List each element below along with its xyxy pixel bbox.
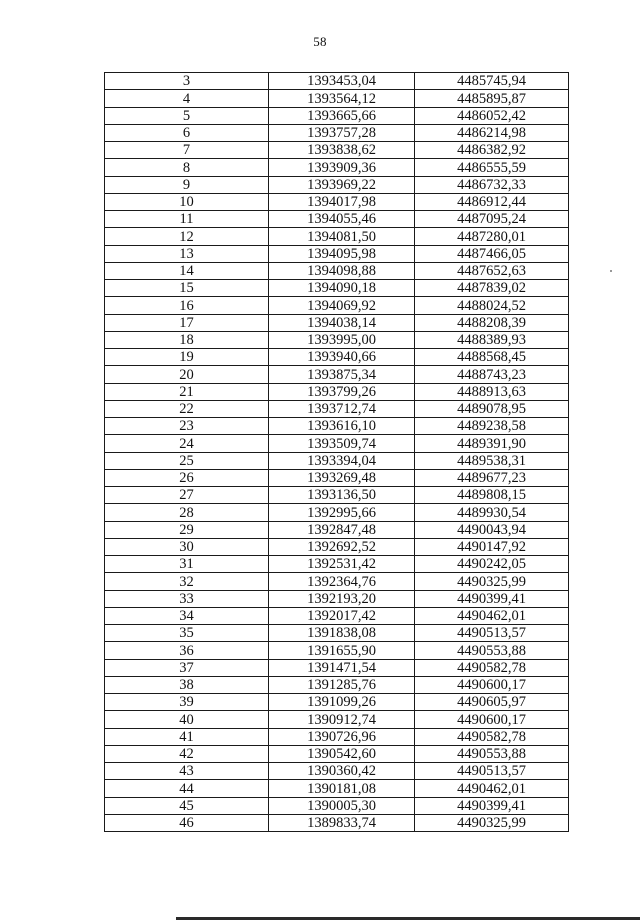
point-number-cell: 35 bbox=[105, 625, 269, 642]
point-number-cell: 39 bbox=[105, 694, 269, 711]
y-coordinate-cell: 4489930,54 bbox=[415, 504, 569, 521]
point-number-cell: 28 bbox=[105, 504, 269, 521]
y-coordinate-cell: 4490147,92 bbox=[415, 538, 569, 555]
y-coordinate-cell: 4490242,05 bbox=[415, 556, 569, 573]
table-row bbox=[105, 487, 569, 504]
x-coordinate-cell: 1392017,42 bbox=[269, 607, 415, 624]
y-coordinate-cell: 4490399,41 bbox=[415, 797, 569, 814]
x-coordinate-cell: 1393909,36 bbox=[269, 159, 415, 176]
y-coordinate-cell: 4487839,02 bbox=[415, 280, 569, 297]
y-coordinate-cell: 4489677,23 bbox=[415, 469, 569, 486]
x-coordinate-cell: 1393616,10 bbox=[269, 418, 415, 435]
x-coordinate-cell: 1393453,04 bbox=[269, 73, 415, 90]
point-number-cell: 21 bbox=[105, 383, 269, 400]
y-coordinate-cell: 4486732,33 bbox=[415, 176, 569, 193]
x-coordinate-cell: 1393799,26 bbox=[269, 383, 415, 400]
point-number-cell: 44 bbox=[105, 780, 269, 797]
point-number-cell: 9 bbox=[105, 176, 269, 193]
x-coordinate-cell: 1391838,08 bbox=[269, 625, 415, 642]
y-coordinate-cell: 4490553,88 bbox=[415, 745, 569, 762]
point-number-cell: 20 bbox=[105, 366, 269, 383]
table-row bbox=[105, 90, 569, 107]
y-coordinate-cell: 4488389,93 bbox=[415, 331, 569, 348]
y-coordinate-cell: 4487095,24 bbox=[415, 211, 569, 228]
point-number-cell: 32 bbox=[105, 573, 269, 590]
x-coordinate-cell: 1393665,66 bbox=[269, 107, 415, 124]
x-coordinate-cell: 1391285,76 bbox=[269, 676, 415, 693]
point-number-cell: 45 bbox=[105, 797, 269, 814]
x-coordinate-cell: 1394095,98 bbox=[269, 245, 415, 262]
y-coordinate-cell: 4490513,57 bbox=[415, 763, 569, 780]
y-coordinate-cell: 4486214,98 bbox=[415, 124, 569, 141]
x-coordinate-cell: 1392847,48 bbox=[269, 521, 415, 538]
point-number-cell: 19 bbox=[105, 349, 269, 366]
x-coordinate-cell: 1392193,20 bbox=[269, 590, 415, 607]
y-coordinate-cell: 4490325,99 bbox=[415, 573, 569, 590]
y-coordinate-cell: 4488024,52 bbox=[415, 297, 569, 314]
y-coordinate-cell: 4490605,97 bbox=[415, 694, 569, 711]
x-coordinate-cell: 1393564,12 bbox=[269, 90, 415, 107]
point-number-cell: 24 bbox=[105, 435, 269, 452]
point-number-cell: 17 bbox=[105, 314, 269, 331]
point-number-cell: 3 bbox=[105, 73, 269, 90]
point-number-cell: 15 bbox=[105, 280, 269, 297]
point-number-cell: 40 bbox=[105, 711, 269, 728]
y-coordinate-cell: 4488568,45 bbox=[415, 349, 569, 366]
point-number-cell: 31 bbox=[105, 556, 269, 573]
table-row bbox=[105, 694, 569, 711]
x-coordinate-cell: 1393940,66 bbox=[269, 349, 415, 366]
table-row bbox=[105, 400, 569, 417]
table-row bbox=[105, 349, 569, 366]
x-coordinate-cell: 1390360,42 bbox=[269, 763, 415, 780]
point-number-cell: 34 bbox=[105, 607, 269, 624]
table-row bbox=[105, 659, 569, 676]
y-coordinate-cell: 4490582,78 bbox=[415, 659, 569, 676]
x-coordinate-cell: 1394081,50 bbox=[269, 228, 415, 245]
coordinates-table-body bbox=[105, 73, 569, 832]
x-coordinate-cell: 1390912,74 bbox=[269, 711, 415, 728]
y-coordinate-cell: 4489238,58 bbox=[415, 418, 569, 435]
y-coordinate-cell: 4490513,57 bbox=[415, 625, 569, 642]
table-row bbox=[105, 142, 569, 159]
x-coordinate-cell: 1393394,04 bbox=[269, 452, 415, 469]
x-coordinate-cell: 1394090,18 bbox=[269, 280, 415, 297]
x-coordinate-cell: 1393757,28 bbox=[269, 124, 415, 141]
point-number-cell: 25 bbox=[105, 452, 269, 469]
table-row bbox=[105, 418, 569, 435]
page-number: 58 bbox=[313, 34, 327, 49]
x-coordinate-cell: 1392531,42 bbox=[269, 556, 415, 573]
x-coordinate-cell: 1390542,60 bbox=[269, 745, 415, 762]
y-coordinate-cell: 4485895,87 bbox=[415, 90, 569, 107]
x-coordinate-cell: 1394055,46 bbox=[269, 211, 415, 228]
table-row bbox=[105, 159, 569, 176]
point-number-cell: 22 bbox=[105, 400, 269, 417]
point-number-cell: 42 bbox=[105, 745, 269, 762]
table-row bbox=[105, 711, 569, 728]
table-row bbox=[105, 245, 569, 262]
x-coordinate-cell: 1393509,74 bbox=[269, 435, 415, 452]
table-row bbox=[105, 728, 569, 745]
y-coordinate-cell: 4486555,59 bbox=[415, 159, 569, 176]
y-coordinate-cell: 4487652,63 bbox=[415, 262, 569, 279]
point-number-cell: 37 bbox=[105, 659, 269, 676]
y-coordinate-cell: 4487280,01 bbox=[415, 228, 569, 245]
x-coordinate-cell: 1394038,14 bbox=[269, 314, 415, 331]
y-coordinate-cell: 4489808,15 bbox=[415, 487, 569, 504]
x-coordinate-cell: 1394098,88 bbox=[269, 262, 415, 279]
y-coordinate-cell: 4485745,94 bbox=[415, 73, 569, 90]
point-number-cell: 12 bbox=[105, 228, 269, 245]
table-row bbox=[105, 452, 569, 469]
point-number-cell: 29 bbox=[105, 521, 269, 538]
table-row bbox=[105, 297, 569, 314]
y-coordinate-cell: 4487466,05 bbox=[415, 245, 569, 262]
table-row bbox=[105, 280, 569, 297]
point-number-cell: 26 bbox=[105, 469, 269, 486]
x-coordinate-cell: 1393712,74 bbox=[269, 400, 415, 417]
x-coordinate-cell: 1393875,34 bbox=[269, 366, 415, 383]
scan-speck bbox=[610, 270, 612, 272]
point-number-cell: 38 bbox=[105, 676, 269, 693]
x-coordinate-cell: 1390005,30 bbox=[269, 797, 415, 814]
point-number-cell: 4 bbox=[105, 90, 269, 107]
table-row bbox=[105, 573, 569, 590]
table-row bbox=[105, 193, 569, 210]
y-coordinate-cell: 4490582,78 bbox=[415, 728, 569, 745]
y-coordinate-cell: 4488208,39 bbox=[415, 314, 569, 331]
table-row bbox=[105, 331, 569, 348]
table-row bbox=[105, 435, 569, 452]
y-coordinate-cell: 4490399,41 bbox=[415, 590, 569, 607]
x-coordinate-cell: 1394069,92 bbox=[269, 297, 415, 314]
y-coordinate-cell: 4490462,01 bbox=[415, 780, 569, 797]
y-coordinate-cell: 4489391,90 bbox=[415, 435, 569, 452]
y-coordinate-cell: 4490325,99 bbox=[415, 814, 569, 831]
point-number-cell: 41 bbox=[105, 728, 269, 745]
point-number-cell: 14 bbox=[105, 262, 269, 279]
table-row bbox=[105, 607, 569, 624]
point-number-cell: 27 bbox=[105, 487, 269, 504]
table-row bbox=[105, 504, 569, 521]
x-coordinate-cell: 1392692,52 bbox=[269, 538, 415, 555]
y-coordinate-cell: 4490462,01 bbox=[415, 607, 569, 624]
table-row bbox=[105, 538, 569, 555]
x-coordinate-cell: 1390726,96 bbox=[269, 728, 415, 745]
y-coordinate-cell: 4490553,88 bbox=[415, 642, 569, 659]
point-number-cell: 23 bbox=[105, 418, 269, 435]
table-row bbox=[105, 469, 569, 486]
y-coordinate-cell: 4488913,63 bbox=[415, 383, 569, 400]
table-row bbox=[105, 556, 569, 573]
y-coordinate-cell: 4489538,31 bbox=[415, 452, 569, 469]
table-row bbox=[105, 814, 569, 831]
x-coordinate-cell: 1393269,48 bbox=[269, 469, 415, 486]
y-coordinate-cell: 4486912,44 bbox=[415, 193, 569, 210]
x-coordinate-cell: 1393838,62 bbox=[269, 142, 415, 159]
table-row bbox=[105, 73, 569, 90]
table-row bbox=[105, 521, 569, 538]
y-coordinate-cell: 4490600,17 bbox=[415, 711, 569, 728]
table-row bbox=[105, 625, 569, 642]
table-row bbox=[105, 262, 569, 279]
point-number-cell: 43 bbox=[105, 763, 269, 780]
y-coordinate-cell: 4486382,92 bbox=[415, 142, 569, 159]
x-coordinate-cell: 1393969,22 bbox=[269, 176, 415, 193]
point-number-cell: 30 bbox=[105, 538, 269, 555]
point-number-cell: 5 bbox=[105, 107, 269, 124]
table-row bbox=[105, 124, 569, 141]
y-coordinate-cell: 4486052,42 bbox=[415, 107, 569, 124]
table-row bbox=[105, 676, 569, 693]
table-row bbox=[105, 745, 569, 762]
table-row bbox=[105, 797, 569, 814]
point-number-cell: 46 bbox=[105, 814, 269, 831]
x-coordinate-cell: 1390181,08 bbox=[269, 780, 415, 797]
x-coordinate-cell: 1392995,66 bbox=[269, 504, 415, 521]
table-row bbox=[105, 228, 569, 245]
y-coordinate-cell: 4490043,94 bbox=[415, 521, 569, 538]
table-row bbox=[105, 590, 569, 607]
point-number-cell: 6 bbox=[105, 124, 269, 141]
x-coordinate-cell: 1393136,50 bbox=[269, 487, 415, 504]
x-coordinate-cell: 1394017,98 bbox=[269, 193, 415, 210]
point-number-cell: 36 bbox=[105, 642, 269, 659]
x-coordinate-cell: 1391471,54 bbox=[269, 659, 415, 676]
table-row bbox=[105, 314, 569, 331]
y-coordinate-cell: 4489078,95 bbox=[415, 400, 569, 417]
table-row bbox=[105, 211, 569, 228]
table-row bbox=[105, 107, 569, 124]
point-number-cell: 33 bbox=[105, 590, 269, 607]
x-coordinate-cell: 1391099,26 bbox=[269, 694, 415, 711]
point-number-cell: 8 bbox=[105, 159, 269, 176]
x-coordinate-cell: 1393995,00 bbox=[269, 331, 415, 348]
y-coordinate-cell: 4490600,17 bbox=[415, 676, 569, 693]
point-number-cell: 18 bbox=[105, 331, 269, 348]
table-row bbox=[105, 642, 569, 659]
x-coordinate-cell: 1389833,74 bbox=[269, 814, 415, 831]
point-number-cell: 11 bbox=[105, 211, 269, 228]
point-number-cell: 7 bbox=[105, 142, 269, 159]
y-coordinate-cell: 4488743,23 bbox=[415, 366, 569, 383]
table-row bbox=[105, 780, 569, 797]
point-number-cell: 13 bbox=[105, 245, 269, 262]
point-number-cell: 16 bbox=[105, 297, 269, 314]
table-row bbox=[105, 176, 569, 193]
x-coordinate-cell: 1391655,90 bbox=[269, 642, 415, 659]
point-number-cell: 10 bbox=[105, 193, 269, 210]
table-row bbox=[105, 383, 569, 400]
table-row bbox=[105, 763, 569, 780]
x-coordinate-cell: 1392364,76 bbox=[269, 573, 415, 590]
table-row bbox=[105, 366, 569, 383]
coordinates-table bbox=[104, 72, 569, 832]
